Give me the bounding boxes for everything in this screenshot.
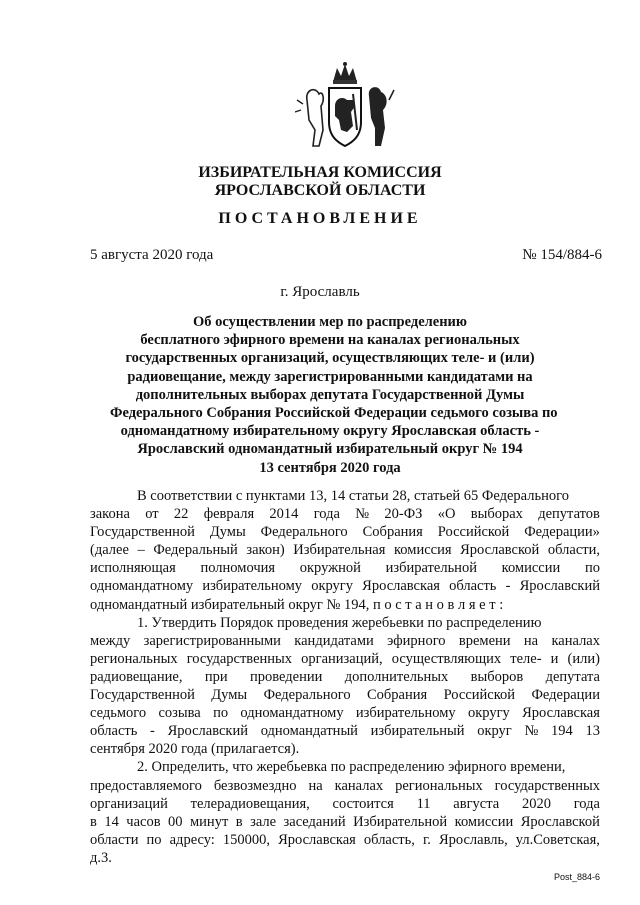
body-line: сентября 2020 года (прилагается). <box>90 741 300 758</box>
title-line: государственных организаций, осуществляющих теле- и (или) <box>125 350 535 367</box>
body-line: В соответствии с пунктами 13, 14 статьи 28, статьей 65 Федерального <box>137 488 569 504</box>
title-line: Ярославский одномандатный избирательный округ № 194 <box>137 441 523 458</box>
body-line: седьмого созыва по одномандатному избирательному округу Ярославская <box>90 705 600 722</box>
title-line: радиовещание, между зарегистрированными кандидатами на <box>127 368 533 385</box>
document-city: г. Ярославль <box>280 284 360 300</box>
body-line: между зарегистрированными кандидатами эфирного времени на каналах <box>90 632 600 649</box>
organization-name-line1: ИЗБИРАТЕЛЬНАЯ КОМИССИЯ <box>198 164 442 181</box>
document-date: 5 августа 2020 года <box>90 247 214 263</box>
title-line: дополнительных выборах депутата Государственной Думы <box>135 386 525 403</box>
title-line: Об осуществлении мер по распределению <box>193 314 467 330</box>
body-line: (далее – Федеральный закон) Избирательная комиссия Ярославской области, <box>90 542 600 559</box>
title-line: одномандатному избирательному округу Ярославская область - <box>120 423 540 440</box>
title-line: Федерального Собрания Российской Федерации седьмого созыва по <box>110 405 558 422</box>
body-line: область - Ярославский одномандатный избирательный округ № 194 13 <box>90 723 600 740</box>
body-line: закона от 22 февраля 2014 года № 20-ФЗ «О выборах депутатов <box>90 506 600 523</box>
body-line: исполняющая полномочия окружной избирательной комиссии по <box>90 560 600 577</box>
yaroslavl-coat-of-arms-icon <box>295 60 395 152</box>
title-line: 13 сентября 2020 года <box>259 459 401 476</box>
document-body <box>90 487 600 867</box>
body-line: д.3. <box>90 849 112 866</box>
body-line: радиовещание, при проведении дополнительных выборов депутата <box>90 668 600 685</box>
body-line: одномандатный избирательный округ № 194, п о с т а н о в л я е т : <box>90 596 504 613</box>
footer-code: Post_884-6 <box>553 872 600 882</box>
body-line: Государственной Думы Федерального Собрания Российской Федерации <box>90 687 600 704</box>
title-line: бесплатного эфирного времени на каналах региональных <box>140 332 520 349</box>
body-line: предоставляемого безвозмездно на каналах региональных государственных <box>90 777 600 794</box>
body-line: 2. Определить, что жеребьевка по распределению эфирного времени, <box>137 759 566 776</box>
body-line: Государственной Думы Федерального Собрания Российской Федерации» <box>90 524 600 541</box>
body-line: одномандатному избирательному округу Ярославская область - Ярославский <box>90 578 600 595</box>
document-title <box>110 313 558 477</box>
document-type: ПОСТАНОВЛЕНИЕ <box>218 210 422 227</box>
body-line: региональных государственных организаций, осуществляющих теле- и (или) <box>90 650 600 667</box>
body-line: организаций телерадиовещания, состоится 11 августа 2020 года <box>90 795 600 812</box>
document-number: № 154/884-6 <box>522 247 602 263</box>
organization-name-line2: ЯРОСЛАВСКОЙ ОБЛАСТИ <box>214 182 426 199</box>
body-line: в 14 часов 00 минут в зале заседаний Избирательной комиссии Ярославской <box>90 813 600 830</box>
body-line: области по адресу: 150000, Ярославская область, г. Ярославль, ул.Советская, <box>90 831 600 848</box>
body-line: 1. Утвердить Порядок проведения жеребьевки по распределению <box>137 614 542 631</box>
